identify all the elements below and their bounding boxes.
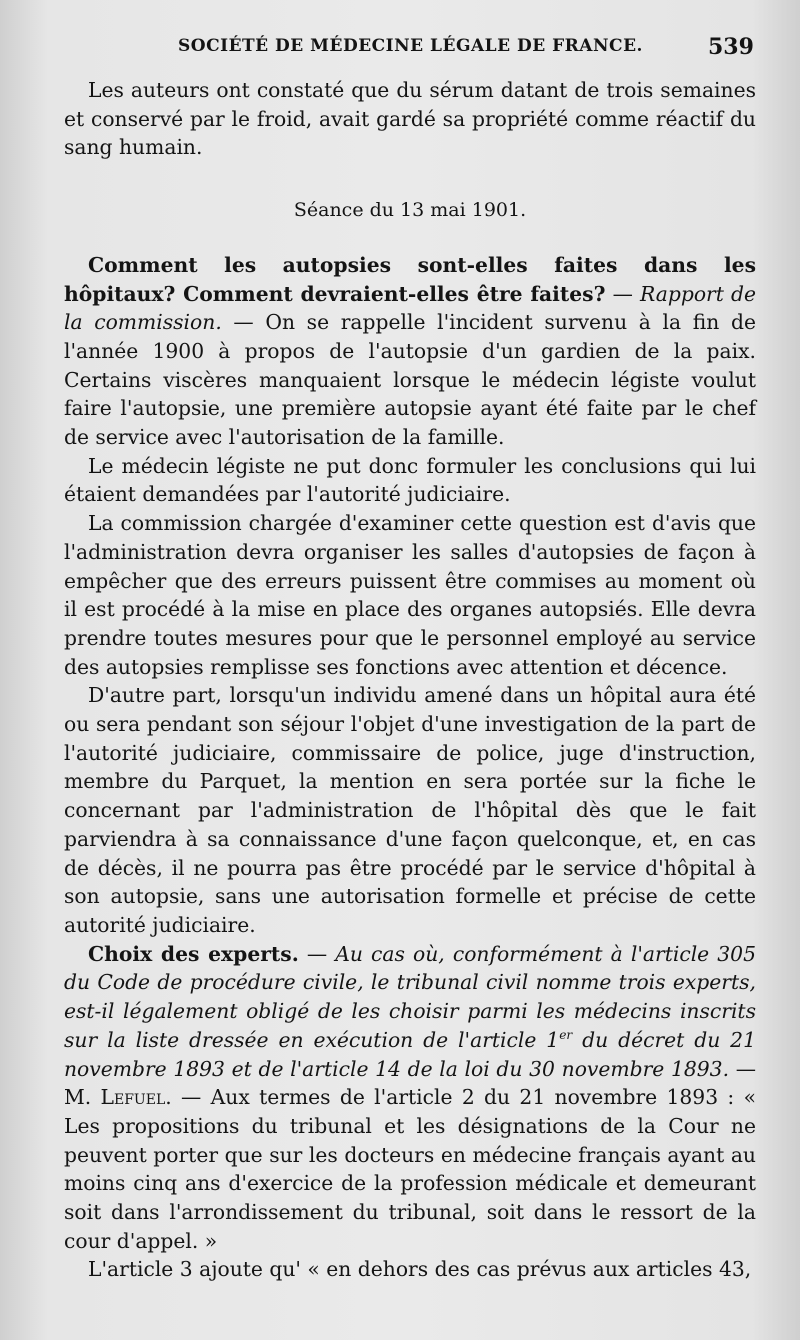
section-heading-experts: Choix des experts.: [88, 941, 299, 966]
paragraph-text: — On se rappelle l'incident survenu à la fin de l'année 1900 à propos de l'autopsie d'un gardien de la paix. Certains viscères manquaient lorsque le médecin légiste voulut faire l'autopsie, une première autopsie ayant été faite par le chef de service avec l'autorisation de la famille.: [64, 310, 756, 450]
paragraph-investigation: D'autre part, lorsqu'un individu amené dans un hôpital aura été ou sera pendant son séjour l'objet d'une investigation de la part de l'autorité judiciaire, commissaire de police, juge d'instruction, membre du Parquet, la mention en sera portée sur la fiche le concernant par l'administration de l'hôpital dès que le fait parviendra à sa connaissance d'une façon quelconque, et, en cas de décès, il ne pourra pas être procédé par le service d'hôpital à son autopsie, sans une autorisation formelle et précise de cette autorité judiciaire.: [64, 683, 756, 937]
paragraph-commission: La commission chargée d'examiner cette question est d'avis que l'administration devra organiser les salles d'autopsies de façon à empêcher que des erreurs puissent être commises au moment où il est procédé à la mise en place des organes autopsiés. Elle devra prendre toutes mesures pour que le personnel employé au service des autopsies remplisse ses fonctions avec attention et décence.: [64, 511, 756, 679]
paragraph-conclusions: Le médecin légiste ne put donc formuler les conclusions qui lui étaient demandées par l'autorité judiciaire.: [64, 453, 756, 507]
paragraph-serum: Les auteurs ont constaté que du sérum datant de trois semaines et conservé par le froid, avait gardé sa propriété comme réactif du sang humain.: [64, 78, 756, 160]
page-body: [64, 76, 756, 1284]
superscript-er: er: [559, 1028, 573, 1043]
dash: —: [298, 941, 336, 966]
dash: —: [605, 281, 641, 306]
section-heading-autopsies: Comment les autopsies sont-elles faites dans les hôpitaux? Comment devraient-elles être faites?: [64, 252, 756, 306]
page-header: [0, 34, 800, 68]
page-number: 539: [708, 34, 754, 60]
question-text-start: Au cas où, conformément à l'article 305 du Code de procédure civile, le tribunal civil nomme trois experts, est-il légalement obligé de les choisir parmi les médecins inscrits sur la liste dressée en exécution de l'article 1: [64, 941, 756, 1052]
report-label: Rapport de la commission.: [64, 281, 756, 335]
paragraph-text: — Aux termes de l'article 2 du 21 novembre 1893 : « Les propositions du tribunal et les désignations de la Cour ne peuvent porter que sur les docteurs en médecine français ayant au moins cinq ans d'exercice de la profession médicale et demeurant soit dans l'arrondissement du tribunal, soit dans le ressort de la cour d'appel. »: [64, 1085, 756, 1253]
author-name: Lefuel.: [100, 1085, 172, 1110]
author-prefix: — M.: [64, 1056, 756, 1110]
running-head: SOCIÉTÉ DE MÉDECINE LÉGALE DE FRANCE.: [178, 36, 643, 56]
paragraph-experts: [64, 940, 756, 1256]
paragraph-autopsies: [64, 251, 756, 452]
paragraph-article-3: L'article 3 ajoute qu' « en dehors des cas prévus aux articles 43,: [88, 1257, 752, 1282]
session-date: Séance du 13 mai 1901.: [293, 199, 527, 222]
question-text-end: du décret du 21 novembre 1893 et de l'article 14 de la loi du 30 novembre 1893.: [64, 1027, 756, 1081]
